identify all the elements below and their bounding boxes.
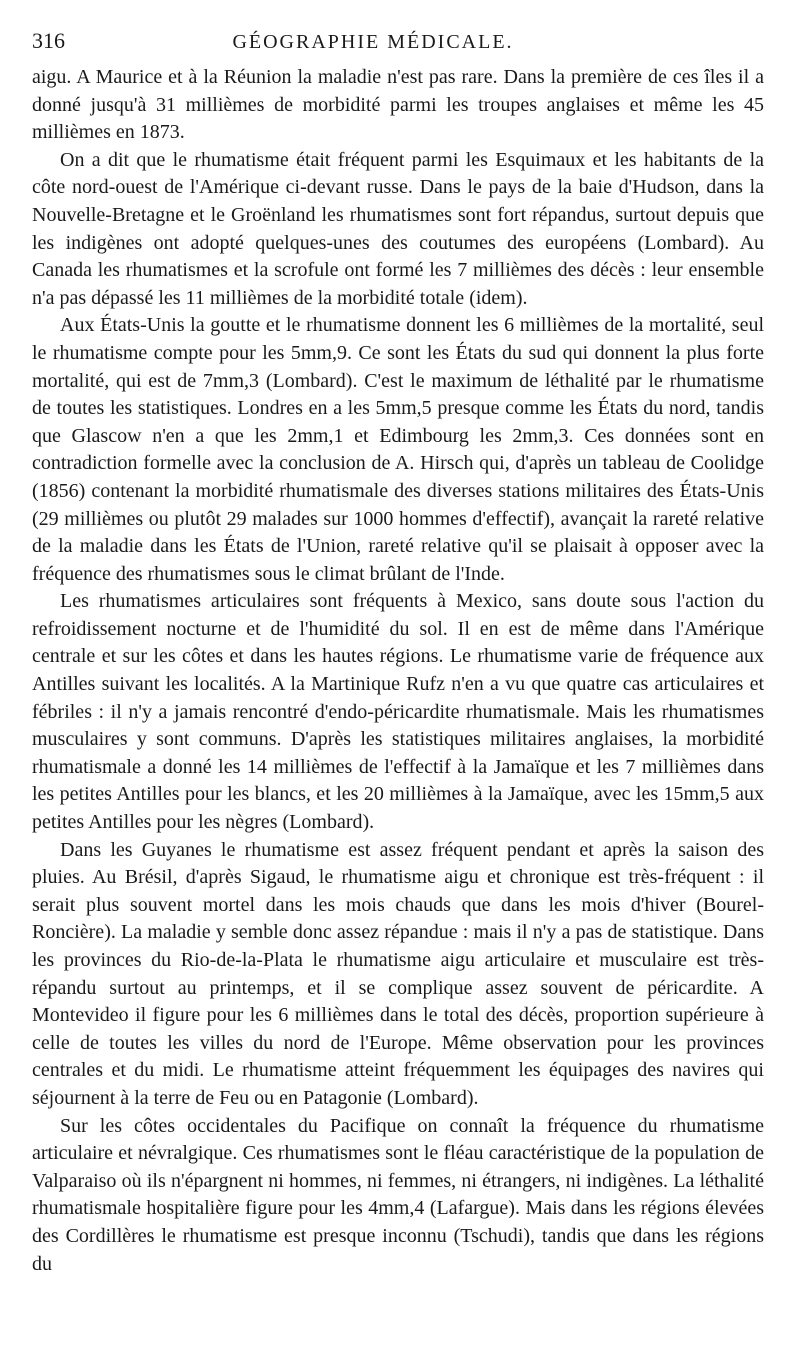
paragraph: On a dit que le rhumatisme était fréquent parmi les Esquimaux et les habitants de la côte nord-ouest de l'Amérique ci-devant russe. Dans le pays de la baie d'Hudson, dans la Nouvelle-Bretagne et le Groënland les rhumatismes sont fort répandus, surtout depuis que les indigènes ont adopté quelques-unes des coutumes des européens (Lombard). Au Canada les rhumatismes et la scrofule ont formé les 7 millièmes des décès : leur ensemble n'a pas dépassé les 11 millièmes de la morbidité totale (idem).	[32, 148, 764, 309]
paragraph: Sur les côtes occidentales du Pacifique on connaît la fréquence du rhumatisme articulaire et névralgique. Ces rhumatismes sont le fléau caractéristique de la population de Valparaiso où ils n'épargnent ni hommes, ni femmes, ni étrangers, ni indigènes. La léthalité rhumatismale hospitalière figure pour les 4mm,4 (Lafargue). Mais dans les régions élevées des Cordillères le rhumatisme est presque inconnu (Tschudi), tandis que dans les régions du	[32, 1114, 764, 1275]
body-text	[32, 64, 764, 1278]
paragraph: aigu. A Maurice et à la Réunion la maladie n'est pas rare. Dans la première de ces îles il a donné jusqu'à 31 millièmes de morbidité parmi les troupes anglaises et même les 45 millièmes en 1873.	[32, 66, 764, 144]
running-title: GÉOGRAPHIE MÉDICALE.	[232, 31, 514, 53]
paragraph: Aux États-Unis la goutte et le rhumatisme donnent les 6 millièmes de la mortalité, seul le rhumatisme compte pour les 5mm,9. Ce sont les États du sud qui donnent la plus forte mortalité, qui est de 7mm,3 (Lombard). C'est le maximum de léthalité par le rhumatisme de toutes les statistiques. Londres en a les 5mm,5 presque comme les États du nord, tandis que Glascow n'en a que les 2mm,1 et Edimbourg les 2mm,3. Ces données sont en contradiction formelle avec la conclusion de A. Hirsch qui, d'après un tableau de Coolidge (1856) contenant la morbidité rhumatismale des diverses stations militaires des États-Unis (29 millièmes ou plutôt 29 malades sur 1000 hommes d'effectif), avançait la rareté relative de la maladie dans les États de l'Union, rareté relative qu'il se plaisait à opposer avec la fréquence des rhumatismes sous le climat brûlant de l'Inde.	[32, 314, 764, 585]
running-head	[32, 28, 764, 64]
page-number: 316	[32, 28, 65, 53]
paragraph: Les rhumatismes articulaires sont fréquents à Mexico, sans doute sous l'action du refroidissement nocturne et de l'humidité du sol. Il en est de même dans l'Amérique centrale et sur les côtes et dans les hautes régions. Le rhumatisme varie de fréquence aux Antilles suivant les localités. A la Martinique Rufz n'en a vu que quatre cas articulaires et fébriles : il n'y a jamais rencontré d'endo-péricardite rhumatismale. Mais les rhumatismes musculaires y sont communs. D'après les statistiques militaires anglaises, la morbidité rhumatismale a donné les 14 millièmes de l'effectif à la Jamaïque et les 7 millièmes dans les petites Antilles pour les blancs, et les 20 millièmes à la Jamaïque, avec les 15mm,5 aux petites Antilles pour les nègres (Lombard).	[32, 590, 764, 834]
paragraph: Dans les Guyanes le rhumatisme est assez fréquent pendant et après la saison des pluies. Au Brésil, d'après Sigaud, le rhumatisme aigu et chronique est très-fréquent : il serait plus souvent mortel dans les mois chauds que dans les mois d'hiver (Bourel-Roncière). La maladie y semble donc assez répandue : mais il n'y a pas de statistique. Dans les provinces du Rio-de-la-Plata le rhumatisme aigu articulaire et musculaire est très-répandu surtout au printemps, et il se complique assez souvent de péricardite. A Montevideo il figure pour les 6 millièmes dans le total des décès, proportion supérieure à celle de toutes les villes du nord de l'Europe. Même observation pour les provinces centrales et du midi. Le rhumatisme atteint fréquemment les équipages des navires qui séjournent à la terre de Feu ou en Patagonie (Lombard).	[32, 838, 764, 1109]
